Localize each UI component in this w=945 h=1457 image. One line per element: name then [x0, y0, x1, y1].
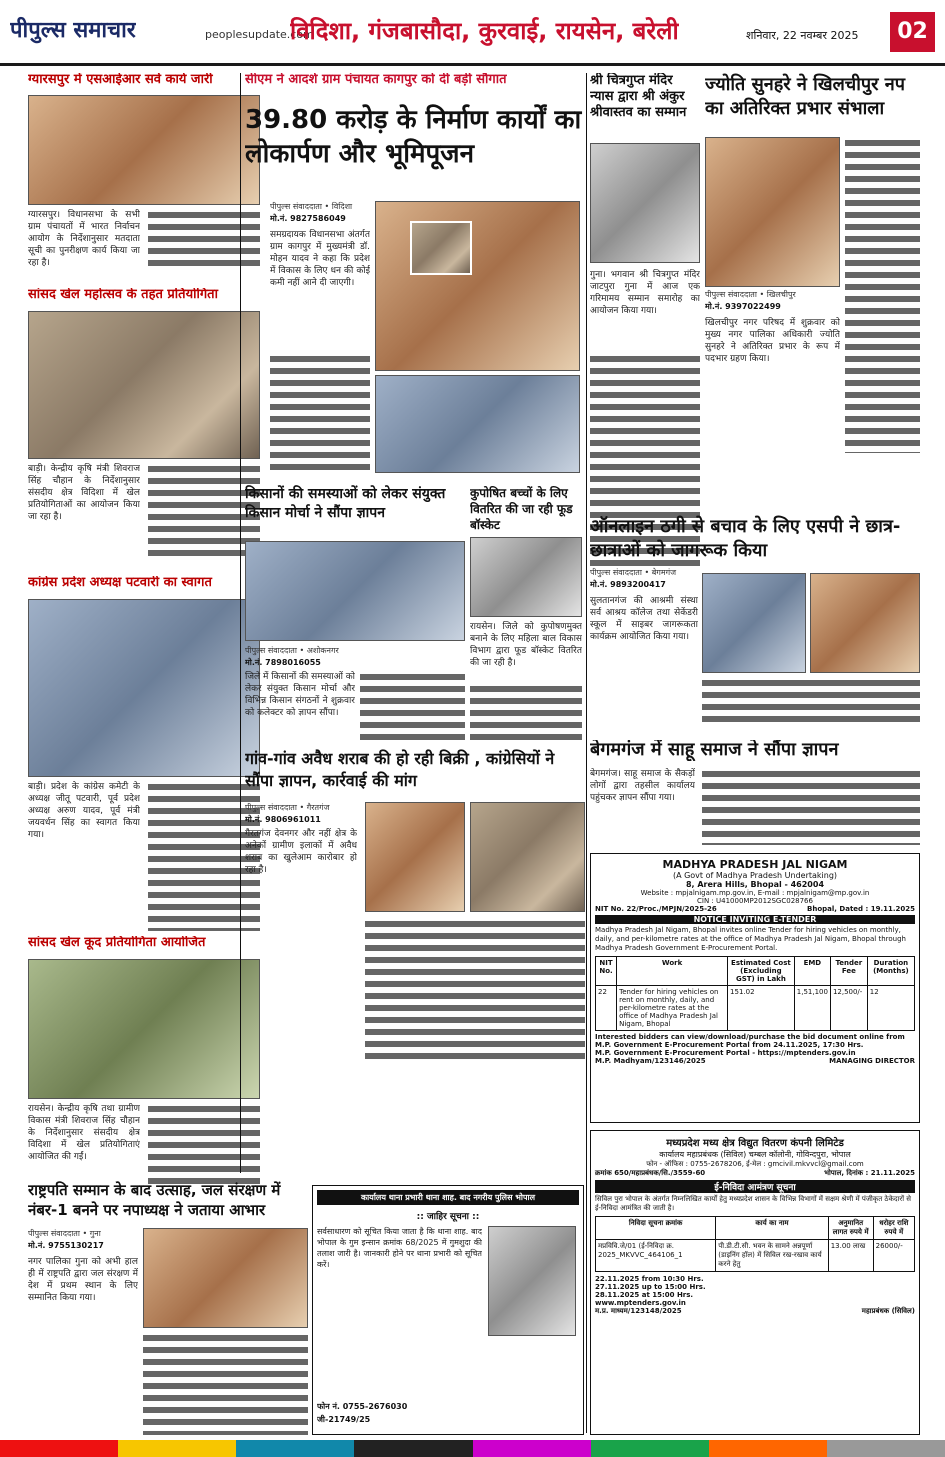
vidyut-date-1: 22.11.2025 from 10:30 Hrs.: [595, 1275, 704, 1283]
liquor-photo-2: [470, 802, 585, 912]
lead-text: समग्रदायक विधानसभा अंतर्गत ग्राम कागपुर में मुख्यमंत्री डॉ. मोहन यादव ने कहा कि प्रदेश में विकास के लिए धन की कोई कमी नहीं आने दी जाएगी।: [270, 230, 370, 288]
story-patwari-text: बाड़ी। प्रदेश के कांग्रेस कमेटी के अध्यक्ष जीतू पटवारी, पूर्व प्रदेश अध्यक्ष अरुण यादव, पूर्व मंत्री जयवर्धन सिंह का स्वागत किया गया।: [28, 782, 140, 840]
vidyut-org: मध्यप्रदेश मध्य क्षेत्र विद्युत वितरण कंपनी लिमिटेड: [666, 1138, 844, 1149]
lead-headline: 39.80 करोड़ के निर्माण कार्यों का लोकार्पण और भूमिपूजन: [245, 105, 582, 169]
story-patwari-headline: कांग्रेस प्रदेश अध्यक्ष पटवारी का स्वागत: [28, 576, 212, 590]
jal-title: NOTICE INVITING E-TENDER: [595, 915, 915, 924]
sahu-story: [590, 740, 920, 845]
story-sir-headline: ग्यारसपुर में एसआईआर सर्वे कार्य जारी: [28, 73, 213, 87]
vidyut-office: कार्यालय महाप्रबंधक (सिविल) चम्बल कॉलोनी, गोविन्दपुरा, भोपाल: [659, 1150, 851, 1159]
lead-kicker: सीएम ने आदर्श ग्राम पंचायत कागपुर को दी बड़ी सौगात: [245, 73, 507, 87]
kisan-mobile: मो.नं. 7898016055: [245, 658, 321, 667]
vidyut-tender-table: [595, 1216, 915, 1272]
jal-sub: (A Govt of Madhya Pradesh Undertaking): [672, 871, 838, 880]
khilchipur-body-right: [845, 137, 920, 453]
jal-note: Interested bidders can view/download/purchase the bid document online from M.P. Government E-Procurement Portal from 24.11.2025, 17:30 Hrs.: [595, 1033, 905, 1049]
missing-person-photo: [488, 1226, 576, 1336]
vidyut-date-3: 28.11.2025 at 15:00 Hrs.: [595, 1291, 694, 1299]
police-notice: [312, 1185, 584, 1435]
story-khelkud-headline: सांसद खेल कूद प्रतियोगिता आयोजित: [28, 936, 206, 950]
rashtrapati-photo: [143, 1228, 308, 1328]
jal-address: 8, Arera Hills, Bhopal - 462004: [685, 880, 825, 889]
lead-byline: पीपुल्स संवाददाता • विदिशा: [270, 202, 353, 211]
liquor-byline: पीपुल्स संवाददाता • गैरतगंज: [245, 803, 330, 812]
online-fraud-body: [702, 677, 920, 725]
jal-col: EMD: [794, 957, 830, 986]
vidyut-intro: सिविल पुरा भोपाल के अंतर्गत निम्नलिखित कार्यों हेतु मध्यप्रदेश शासन के विभिन्न विभागों में सक्षम श्रेणी में पंजीकृत ठेकेदारों से ई-निविदा आमंत्रित की जाती है।: [595, 1195, 912, 1212]
vidyut-tender-ad: [590, 1130, 920, 1435]
story-khel-headline: सांसद खेल महोत्सव के तहत प्रतियोगिता: [28, 288, 218, 302]
jal-intro: Madhya Pradesh Jal Nigam, Bhopal invites online Tender for hiring vehicles on monthly, daily, and per-kilometre rates at the office of Madhya Pradesh Jal Nigam, Bhopal through Madhya Pradesh Government E-Procurement Portal.: [595, 926, 906, 952]
newspaper-logo: पीपुल्स समाचार: [10, 17, 136, 43]
jal-col: Estimated Cost (Excluding GST) in Lakh: [728, 957, 795, 986]
liquor-text: गैरतगंज देवनगर और नहीं क्षेत्र के अनेकों ग्रामीण इलाकों में अवैध शराब का खुलेआम कारोबार हो रहा है।: [245, 829, 357, 875]
lead-photo-2: [375, 375, 580, 473]
color-swatch: [118, 1440, 236, 1457]
story-sir-photo: [28, 95, 260, 205]
jal-cell: 12,500/-: [830, 986, 867, 1031]
jal-cell: 22: [596, 986, 617, 1031]
rashtrapati-headline: राष्ट्रपति सम्मान के बाद उत्साह, जल संरक्षण में नंबर-1 बनने पर नपाध्यक्ष ने जताया आभार: [28, 1181, 281, 1219]
khilchipur-mobile: मो.नं. 9397022499: [705, 302, 781, 311]
vidyut-kramank: क्रमांक 650/महाप्रबंधक/सि./3559-60: [595, 1169, 706, 1177]
edition-cities: विदिशा, गंजबासौदा, कुरवाई, रायसेन, बरेली: [290, 17, 679, 45]
jal-cell: Tender for hiring vehicles on rent on monthly, daily, and per-kilometre rates at the office of Madhya Pradesh Jal Nigam, Bhopal: [617, 986, 728, 1031]
kisan-photo: [245, 541, 465, 641]
notice-body: सर्वसाधारण को सूचित किया जाता है कि थाना शाह. बाद भोपाल के गुम इन्सान क्रमांक 68/2025 में गुमशुदा की तलाश जारी है। जानकारी होने पर थाना प्रभारी को सूचित करें।: [317, 1227, 482, 1269]
rashtrapati-mobile: मो.नं. 9755130217: [28, 1241, 104, 1250]
kisan-headline: किसानों की समस्याओं को लेकर संयुक्त किसान मोर्चा ने सौंपा ज्ञापन: [245, 486, 446, 521]
chitragupt-headline: श्री चित्रगुप्त मंदिर न्यास द्वारा श्री अंकुर श्रीवास्तव का सम्मान: [590, 73, 687, 120]
jal-sign: MANAGING DIRECTOR: [829, 1057, 915, 1065]
jal-nigam-tender-ad: [590, 853, 920, 1123]
story-khel-photo: [28, 311, 260, 459]
sahu-headline: बेगमगंज में साहू समाज ने सौंपा ज्ञापन: [590, 740, 839, 760]
vidyut-date-2: 27.11.2025 up to 15:00 Hrs.: [595, 1283, 706, 1291]
food-basket-headline: कुपोषित बच्चों के लिए वितरित की जा रही फूड बॉस्केट: [470, 486, 573, 532]
vidyut-cell: पी.डी.टी.सी. भवन के सामने अन्नपूर्णा (डाइनिंग हॉल) में सिविल रख-रखाव कार्य करने हेतु: [716, 1240, 828, 1272]
vidyut-portal[interactable]: www.mptenders.gov.in: [595, 1299, 686, 1307]
vidyut-bhopal: भोपाल, दिनांक : 21.11.2025: [824, 1169, 915, 1177]
online-fraud-text: सुलतानगंज की आश्रमी संस्था सर्व आश्रय कॉलेज तथा सेकेंडरी स्कूल में साइबर जागरूकता कार्यक्रम आयोजित किया गया।: [590, 596, 698, 642]
jal-col: NIT No.: [596, 957, 617, 986]
page-number: 02: [890, 12, 935, 52]
jal-col: Duration (Months): [867, 957, 914, 986]
food-basket-photo: [470, 537, 582, 617]
food-basket-body: [470, 683, 582, 740]
jal-col: Tender Fee: [830, 957, 867, 986]
color-swatch: [591, 1440, 709, 1457]
left-column: [28, 73, 260, 1188]
story-sir-text: ग्यारसपुर। विधानसभा के सभी ग्राम पंचायतों में भारत निर्वाचन आयोग के निर्देशानुसार मतदाता सूची का पुनरीक्षण कार्य किया जा रहा है।: [28, 210, 140, 268]
khilchipur-byline: पीपुल्स संवाददाता • खिलचीपुर: [705, 290, 796, 299]
column-rule: [586, 73, 587, 1433]
chitragupt-text: गुना। भगवान श्री चित्रगुप्त मंदिर जाटपुरा गुना में आज एक गरिमामय सम्मान समारोह का आयोजन किया गया।: [590, 270, 700, 316]
color-swatch: [236, 1440, 354, 1457]
chitragupt-story: [590, 73, 700, 568]
vidyut-title: ई-निविदा आमंत्रण सूचना: [595, 1180, 915, 1193]
khilchipur-story: [705, 73, 920, 453]
khilchipur-photo: [705, 137, 840, 287]
story-patwari-photo: [28, 599, 260, 777]
vidyut-cell: 26000/-: [873, 1240, 914, 1272]
online-fraud-mobile: मो.नं. 9893200417: [590, 580, 666, 589]
vidyut-cell: 13.00 लाख: [828, 1240, 873, 1272]
chitragupt-photo: [590, 143, 700, 263]
color-swatch: [0, 1440, 118, 1457]
jal-cin: CIN : U41000MP2012SGC028766: [697, 897, 813, 905]
jal-portal[interactable]: M.P. Government E-Procurement Portal - https://mptenders.gov.in: [595, 1049, 856, 1057]
color-swatch: [473, 1440, 591, 1457]
jal-madhyam: M.P. Madhyam/123146/2025: [595, 1057, 706, 1065]
issue-date: शनिवार, 22 नवम्बर 2025: [746, 29, 859, 42]
lead-photo-inset: [410, 221, 472, 275]
story-sir-body: [148, 209, 260, 271]
liquor-body: [365, 918, 585, 1063]
jal-org: MADHYA PRADESH JAL NIGAM: [662, 858, 848, 871]
rashtrapati-byline: पीपुल्स संवाददाता • गुना: [28, 1229, 101, 1238]
kisan-text: जिले में किसानों की समस्याओं को लेकर संयुक्त किसान मोर्चा और विभिन्न किसान संगठनों ने शुक्रवार को कलेक्टर को ज्ञापन सौंपा।: [245, 672, 355, 718]
jal-cell: 12: [867, 986, 914, 1031]
food-basket-text: रायसेन। जिले को कुपोषणमुक्त बनाने के लिए महिला बाल विकास विभाग द्वारा फूड बॉस्केट वितरित की जा रही है।: [470, 622, 582, 668]
lead-photo-1: [375, 201, 580, 371]
rashtrapati-story: [28, 1180, 308, 1435]
online-fraud-photo-2: [810, 573, 920, 673]
sahu-body: [702, 768, 920, 845]
color-swatch: [709, 1440, 827, 1457]
kisan-byline: पीपुल्स संवाददाता • अशोकनगर: [245, 646, 339, 655]
rashtrapati-text: नगर पालिका गुना को अभी हाल ही में राष्ट्रपति द्वारा जल संरक्षण में देश में प्रथम स्थान के लिए सम्मानित किया गया।: [28, 1257, 138, 1303]
online-fraud-byline: पीपुल्स संवाददाता • बेगमगंज: [590, 568, 677, 577]
jal-nit: NIT No. 22/Proc./MPJN/2025-26: [595, 905, 717, 913]
footer-color-strip: [0, 1440, 945, 1457]
story-khelkud-photo: [28, 959, 260, 1099]
khilchipur-headline: ज्योति सुनहरे ने खिलचीपुर नप का अतिरिक्त प्रभार संभाला: [705, 74, 905, 119]
lead-mobile: मो.नं. 9827586049: [270, 214, 346, 223]
sahu-text: बेगमगंज। साहू समाज के सैकड़ों लोगों द्वारा तहसील कार्यालय पहुंचकर ज्ञापन सौंपा गया।: [590, 769, 695, 803]
vidyut-sign: महाप्रबंधक (सिविल): [861, 1307, 915, 1315]
vidyut-phone: फोन - ऑफिस : 0755-2678206, ई-मेल : gmcivil.mkvvcl@gmail.com: [646, 1160, 864, 1168]
vidyut-cell: मप्रविवि.जे/01 (ई-निविदा क्र. 2025_MKVVC_464106_1: [596, 1240, 716, 1272]
lead-story: [245, 73, 585, 478]
food-basket-story: [470, 485, 582, 740]
lead-body: [270, 353, 370, 473]
color-swatch: [354, 1440, 472, 1457]
notice-ref: जी-21749/25: [317, 1415, 371, 1424]
jal-tender-table: [595, 956, 915, 1031]
story-khelkud-text: रायसेन। केन्द्रीय कृषि तथा ग्रामीण विकास मंत्री शिवराज सिंह चौहान के निर्देशानुसार संसदीय क्षेत्र विदिशा में खेल प्रतियोगिताएं आयोजित की गईं।: [28, 1104, 140, 1162]
jal-cell: 151.02: [728, 986, 795, 1031]
vidyut-madhyam: म.प्र. माध्यम/123148/2025: [595, 1307, 682, 1315]
online-fraud-headline: ऑनलाइन ठगी से बचाव के लिए एसपी ने छात्र-छात्राओं को जागरूक किया: [590, 516, 901, 561]
vidyut-col: निविदा सूचना क्रमांक: [596, 1217, 716, 1240]
story-khel-text: बाड़ी। केन्द्रीय कृषि मंत्री शिवराज सिंह चौहान के निर्देशानुसार संसदीय क्षेत्र विदिशा में खेल प्रतियोगिताओं का आयोजन किया जा रहा है।: [28, 464, 140, 522]
vidyut-col: कार्य का नाम: [716, 1217, 828, 1240]
liquor-photo-1: [365, 802, 465, 912]
jal-dated: Bhopal, Dated : 19.11.2025: [807, 905, 915, 913]
online-fraud-photo-1: [702, 573, 806, 673]
kisan-story: [245, 485, 465, 740]
story-patwari-body: [148, 781, 260, 931]
website-url[interactable]: peoplesupdate.com: [205, 28, 314, 41]
liquor-mobile: मो.नं. 9806961011: [245, 815, 321, 824]
online-fraud-story: [590, 515, 920, 730]
color-swatch: [827, 1440, 945, 1457]
liquor-story: [245, 748, 585, 1063]
column-rule: [240, 73, 241, 1173]
kisan-body: [360, 671, 465, 740]
jal-website[interactable]: Website : mpjalnigam.mp.gov.in, E-mail : mpjalnigam@mp.gov.in: [640, 889, 870, 897]
vidyut-col: धरोहर राशि रुपये में: [873, 1217, 914, 1240]
story-khel-body: [148, 463, 260, 561]
story-khelkud-body: [148, 1103, 260, 1188]
notice-phone: फोन नं. 0755-2676030: [317, 1402, 408, 1411]
masthead: [0, 0, 945, 66]
jal-col: Work: [617, 957, 728, 986]
liquor-headline: गांव-गांव अवैध शराब की हो रही बिक्री , कांग्रेसियों ने सौंपा ज्ञापन, कार्रवाई की मांग: [245, 749, 555, 790]
vidyut-col: अनुमानित लागत रुपये में: [828, 1217, 873, 1240]
notice-header: कार्यालय थाना प्रभारी थाना शाह. बाद नगरीय पुलिस भोपाल: [317, 1190, 579, 1205]
khilchipur-text: खिलचीपुर नगर परिषद में शुक्रवार को मुख्य नगर पालिका अधिकारी ज्योति सुनहरे ने अतिरिक्त प्रभार के रूप में पदभार ग्रहण किया।: [705, 318, 840, 364]
rashtrapati-body: [143, 1332, 308, 1435]
notice-title: :: जाहिर सूचना ::: [416, 1212, 480, 1222]
jal-cell: 1,51,100: [794, 986, 830, 1031]
